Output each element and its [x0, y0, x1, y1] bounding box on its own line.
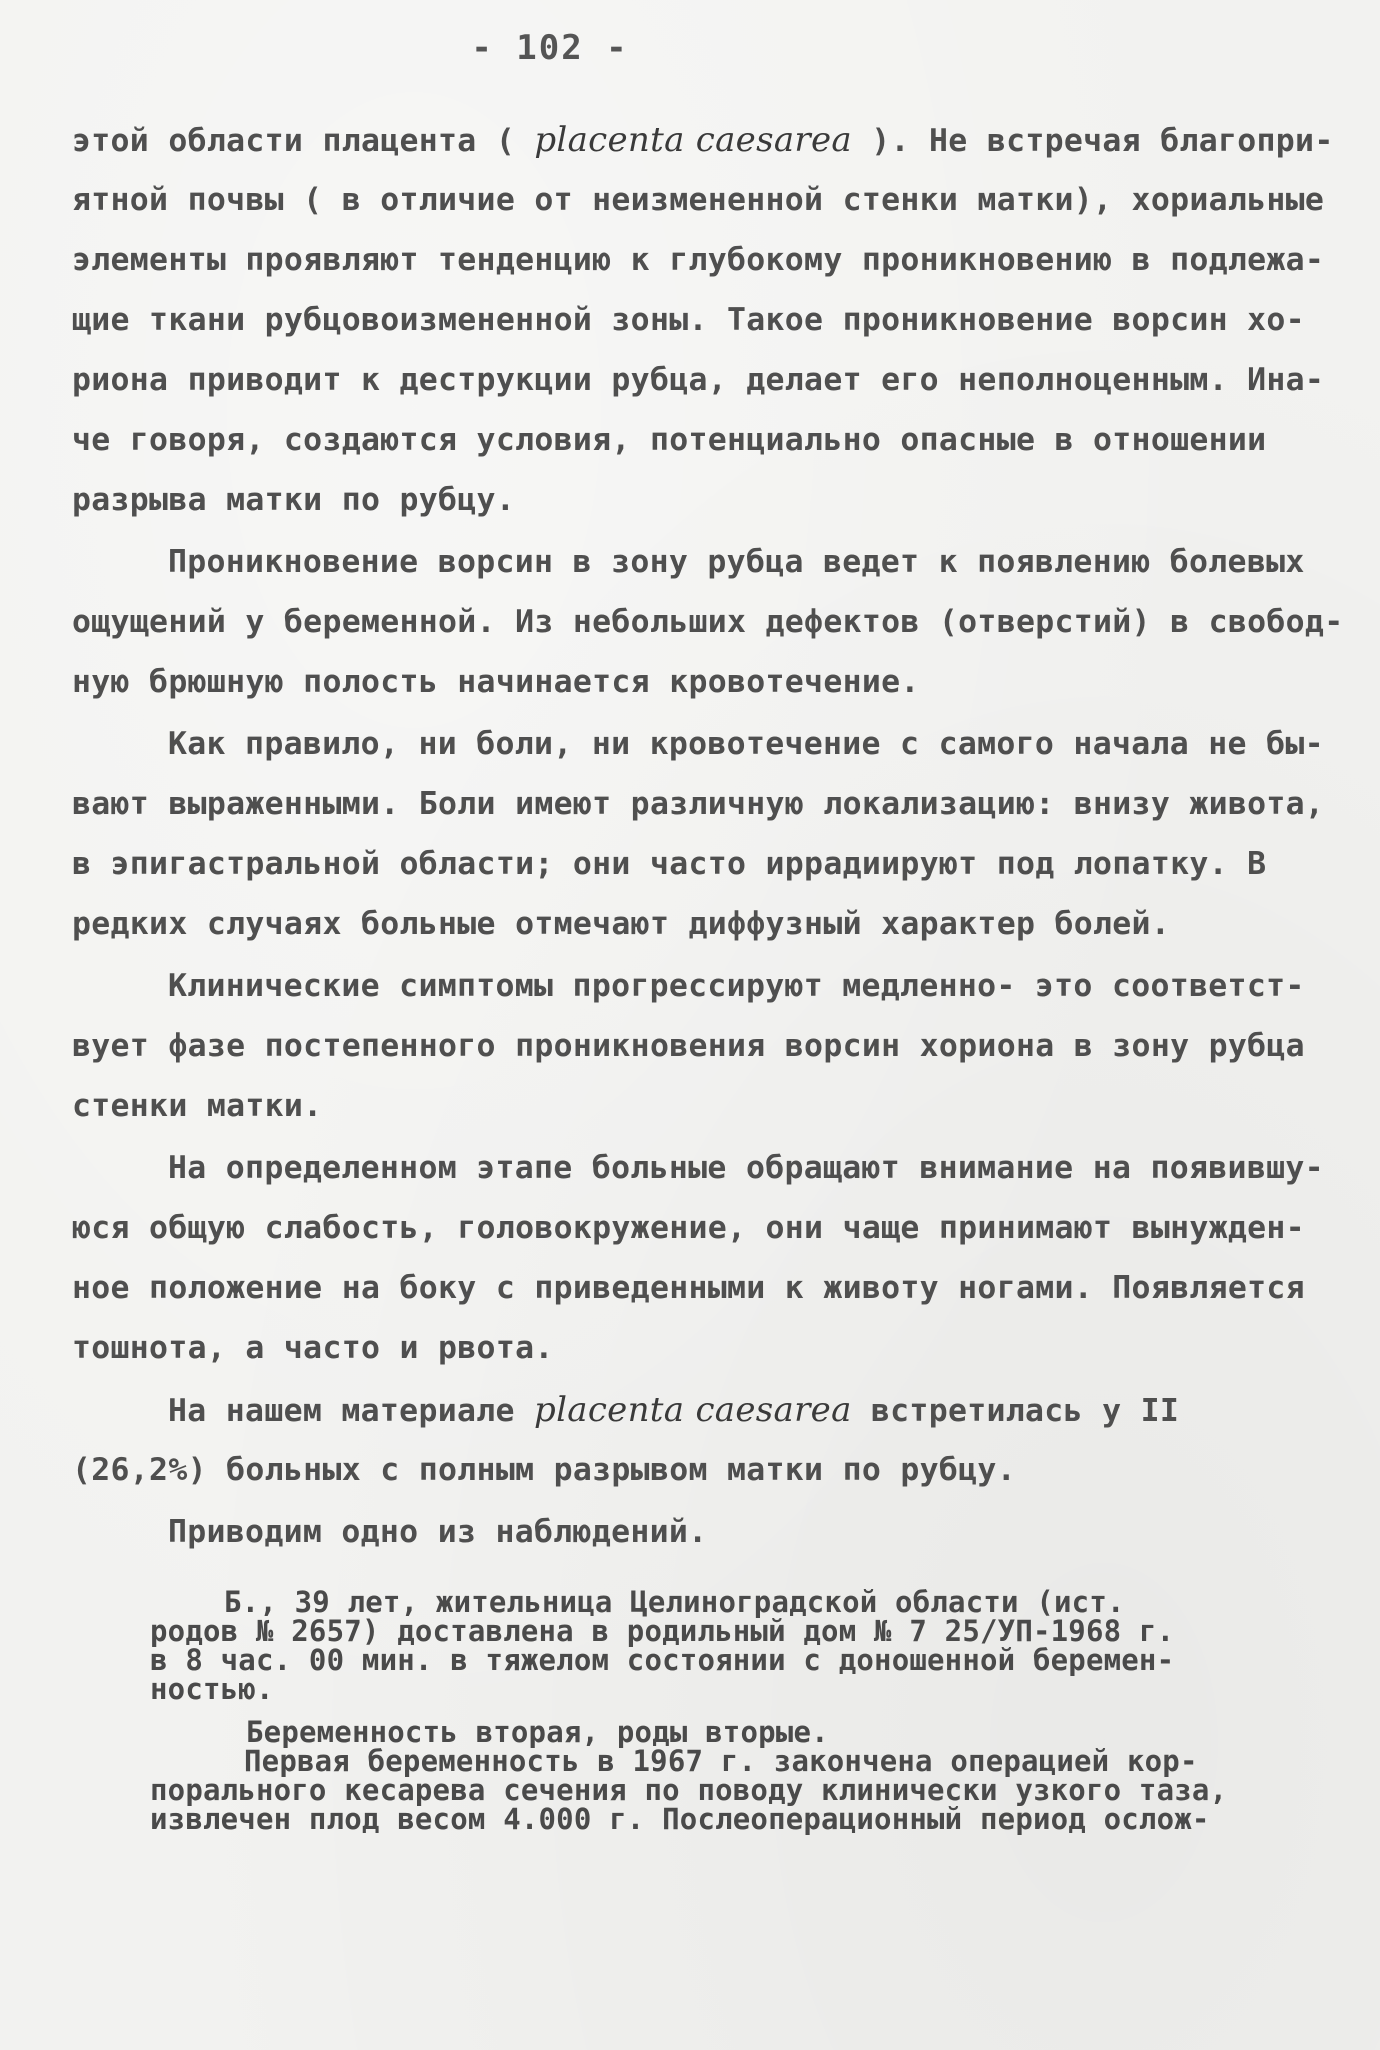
text-line: ощущений у беременной. Из небольших дефектов (отверстий) в свобод-	[72, 604, 1344, 640]
text-line: ную брюшную полость начинается кровотечение.	[72, 664, 920, 700]
text-line: элементы проявляют тенденцию к глубокому проникновению в подлежа-	[72, 242, 1325, 278]
text-line	[72, 110, 1334, 170]
case-line: извлечен плод весом 4.000 г. Послеоперационный период ослож-	[150, 1802, 1210, 1836]
text-line: вует фазе постепенного проникновения ворсин хориона в зону рубца	[72, 1028, 1305, 1064]
paragraph	[72, 110, 1334, 530]
paragraph	[72, 1138, 1324, 1378]
paragraph	[72, 1502, 1302, 1562]
case-line: Б., 39 лет, жительница Целиноградской области (ист.	[224, 1585, 1125, 1619]
text-segment: этой области плацента (	[72, 123, 535, 159]
text-line: стенки матки.	[72, 1088, 323, 1124]
paragraph	[72, 956, 1305, 1136]
text-line	[72, 1380, 1302, 1440]
text-line: На определенном этапе больные обращают внимание на появившу-	[168, 1150, 1324, 1186]
text-line: в эпигастральной области; они часто иррадиируют под лопатку. В	[72, 846, 1267, 882]
paragraph	[72, 714, 1325, 954]
paragraph	[72, 1380, 1302, 1500]
case-line: в 8 час. 00 мин. в тяжелом состоянии с доношенной беремен-	[150, 1643, 1175, 1677]
text-line: Клинические симптомы прогрессируют медленно- это соответст-	[168, 968, 1305, 1004]
text-line: редких случаях больные отмечают диффузный характер болей.	[72, 906, 1171, 942]
body-text	[72, 110, 1344, 1562]
text-line: (26,2%) больных с полным разрывом матки по рубцу.	[72, 1452, 1016, 1488]
case-line: ностью.	[150, 1672, 274, 1706]
text-line: ятной почвы ( в отличие от неизмененной стенки матки), хориальные	[72, 182, 1325, 218]
text-line: юся общую слабость, головокружение, они чаще принимают вынужден-	[72, 1210, 1305, 1246]
text-line: Проникновение ворсин в зону рубца ведет к появлению болевых	[168, 544, 1305, 580]
case-line: Беременность вторая, роды вторые.	[246, 1715, 829, 1749]
case-line: родов № 2657) доставлена в родильный дом № 7 25/УП-1968 г.	[150, 1614, 1175, 1648]
text-line: щие ткани рубцовоизмененной зоны. Такое проникновение ворсин хо-	[72, 302, 1305, 338]
text-line: ное положение на боку с приведенными к животу ногами. Появляется	[72, 1270, 1305, 1306]
text-line: риона приводит к деструкции рубца, делает его неполноценным. Ина-	[72, 362, 1325, 398]
text-segment: встретилась у II	[851, 1393, 1180, 1429]
handwritten-term: placenta caesarea	[534, 1390, 852, 1430]
text-line: че говоря, создаются условия, потенциально опасные в отношении	[72, 422, 1267, 458]
text-line: тошнота, а часто и рвота.	[72, 1330, 554, 1366]
case-line: порального кесарева сечения по поводу клинически узкого таза,	[150, 1773, 1228, 1807]
text-line: Приводим одно из наблюдений.	[168, 1514, 708, 1550]
text-line: вают выраженными. Боли имеют различную локализацию: внизу живота,	[72, 786, 1325, 822]
page-number: - 102 -	[471, 28, 629, 68]
text-line: разрыва матки по рубцу.	[72, 482, 516, 518]
case-line: Первая беременность в 1967 г. закончена операцией кор-	[244, 1744, 1198, 1778]
text-segment: На нашем материале	[168, 1393, 535, 1429]
paragraph	[72, 532, 1344, 712]
text-segment: ). Не встречая благопри-	[851, 123, 1334, 159]
handwritten-term: placenta caesarea	[534, 120, 852, 160]
text-line: Как правило, ни боли, ни кровотечение с самого начала не бы-	[168, 726, 1324, 762]
case-report	[150, 1585, 1310, 1836]
